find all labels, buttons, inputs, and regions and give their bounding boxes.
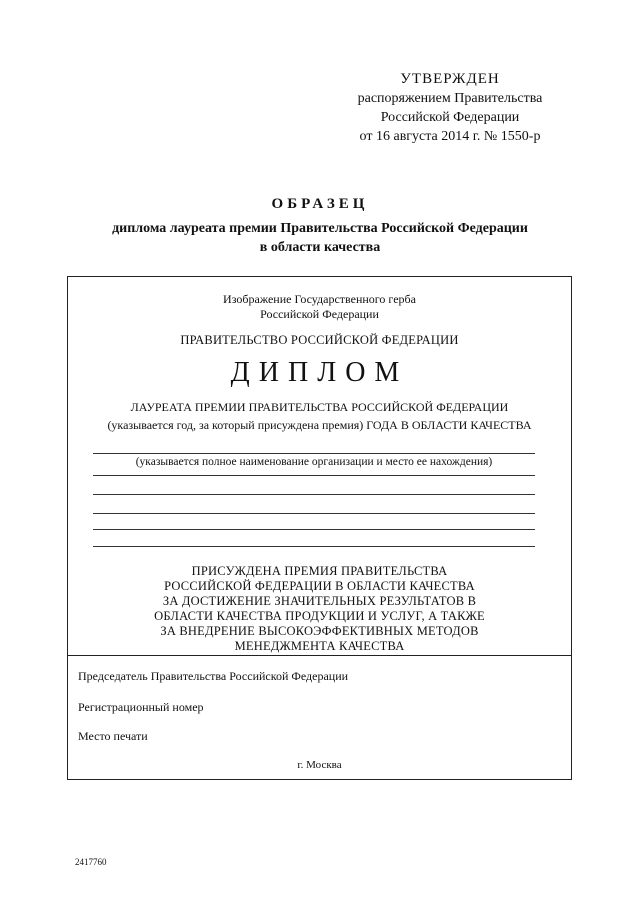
- title-line-2: в области качества: [259, 240, 381, 255]
- award-line: ОБЛАСТИ КАЧЕСТВА ПРОДУКЦИИ И УСЛУГ, А ТАКЖЕ: [154, 609, 485, 623]
- organization-caption: (указывается полное наименование организации и место ее нахождения): [135, 456, 493, 468]
- seal-place-field: Место печати: [78, 729, 148, 743]
- award-line: МЕНЕДЖМЕНТА КАЧЕСТВА: [234, 639, 405, 653]
- emblem-placeholder: [68, 292, 571, 322]
- fill-line: [93, 475, 535, 476]
- title-line-1: диплома лауреата премии Правительства Российской Федерации: [112, 221, 528, 236]
- award-line: ЗА ВНЕДРЕНИЕ ВЫСОКОЭФФЕКТИВНЫХ МЕТОДОВ: [160, 624, 479, 638]
- award-line: ПРИСУЖДЕНА ПРЕМИЯ ПРАВИТЕЛЬСТВА: [191, 564, 448, 578]
- approval-line-3: от 16 августа 2014 г. № 1550-р: [359, 129, 541, 144]
- approval-line-2: Российской Федерации: [380, 110, 520, 125]
- fill-line: [93, 529, 535, 530]
- chairman-signature-field: Председатель Правительства Российской Федерации: [78, 669, 349, 683]
- award-line: ЗА ДОСТИЖЕНИЕ ЗНАЧИТЕЛЬНЫХ РЕЗУЛЬТАТОВ В: [162, 594, 477, 608]
- approval-block: [330, 70, 570, 146]
- laureate-line: ЛАУРЕАТА ПРЕМИИ ПРАВИТЕЛЬСТВА РОССИЙСКОЙ ФЕДЕРАЦИИ: [130, 400, 509, 414]
- award-line: РОССИЙСКОЙ ФЕДЕРАЦИИ В ОБЛАСТИ КАЧЕСТВА: [164, 579, 475, 593]
- fill-line: [93, 494, 535, 495]
- document-title: [0, 196, 640, 257]
- year-line: (указывается год, за который присуждена премия) ГОДА В ОБЛАСТИ КАЧЕСТВА: [107, 418, 532, 432]
- government-name: ПРАВИТЕЛЬСТВО РОССИЙСКОЙ ФЕДЕРАЦИИ: [180, 333, 459, 347]
- approval-heading: УТВЕРЖДЕН: [400, 71, 500, 87]
- laureate-block: [68, 398, 571, 434]
- diploma-main-section: [68, 277, 571, 656]
- emblem-line-2: Российской Федерации: [260, 307, 379, 321]
- fill-line: [93, 453, 535, 454]
- approval-line-1: распоряжением Правительства: [357, 91, 543, 106]
- city-label: г. Москва: [297, 759, 342, 771]
- fill-line: [93, 546, 535, 547]
- emblem-line-1: Изображение Государственного герба: [223, 292, 416, 306]
- award-text: [68, 564, 571, 654]
- document-number: 2417760: [75, 857, 107, 867]
- registration-number-field: Регистрационный номер: [78, 700, 204, 714]
- diploma-frame: [67, 276, 572, 780]
- fill-line: [93, 513, 535, 514]
- diploma-heading: ДИПЛОМ: [230, 357, 409, 388]
- sample-heading: ОБРАЗЕЦ: [271, 196, 369, 212]
